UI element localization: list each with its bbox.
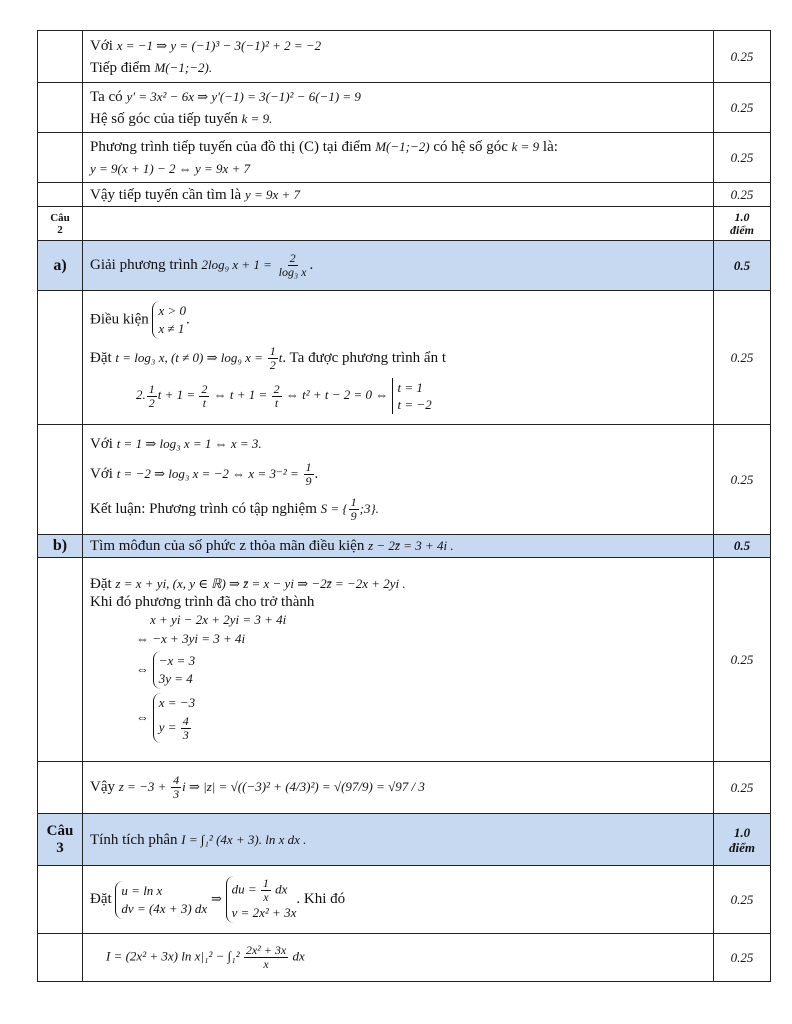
line-text: Đặt [90,349,116,366]
line-text: Với [90,436,117,452]
fraction-denominator: 9 [305,474,312,488]
line-text: Vậy tiếp tuyến cần tìm là [90,186,245,203]
score-cell: 0.25 [714,291,771,425]
math-expression: t = −2 ⇒ log₃ x = −2 ⇔ x = 3⁻² = [116,465,299,481]
line-text: Tiếp điểm [90,59,155,76]
equation-system [153,651,195,689]
question-cell [38,558,83,762]
answer-table [37,30,771,982]
question-label-top: Câu [46,822,74,839]
table-row [38,83,771,133]
line-text: Đặt [90,890,116,907]
math-expression: ⇔ −x + 3yi = 3 + 4i [136,630,246,646]
line-text: Đặt [90,575,116,592]
math-expression: y' = 3x² − 6x ⇒ y'(−1) = 3(−1)² − 6(−1) = 9 [126,88,361,104]
condition-line: x > 0 [158,303,187,318]
equation-line: −x = 3 [158,652,196,668]
table-row [38,133,771,183]
fraction [261,877,271,904]
fraction [268,345,278,372]
math-expression: t = log₃ x, (t ≠ 0) ⇒ log₉ x = [115,349,263,365]
score-value: 1.0 [734,209,750,224]
table-row [38,241,771,291]
content-cell [83,934,714,982]
math-expression: dx [292,948,305,964]
content-cell [83,558,714,762]
fraction [171,774,181,801]
fraction [244,944,288,971]
math-expression: ;3}. [359,500,379,516]
fraction-numerator: 1 [262,876,269,890]
substitution-system [226,876,297,923]
fraction [272,383,282,410]
fraction-numerator: 2 [201,381,208,396]
math-expression: M(−1;−2). [154,59,213,75]
math-expression: x = −1 ⇒ y = (−1)³ − 3(−1)² + 2 = −2 [116,37,322,53]
solution-line: t = −2 [397,397,432,412]
score-cell: 0.25 [714,558,771,762]
fraction-numerator: 2 [289,251,296,265]
line-text: . Khi đó [296,890,346,907]
question-cell [38,425,83,535]
line-text: . [309,256,314,273]
question-cell [38,183,83,207]
question-cell [38,133,83,183]
equation-line: dv = (4x + 3) dx [121,900,208,916]
math-expression: 2. [136,386,146,402]
equation-line: u = ln x [121,882,163,898]
fraction [277,252,309,279]
fraction-denominator: 2 [148,395,155,410]
fraction-numerator: 1 [269,344,276,358]
question-label-number: 3 [56,839,64,856]
fraction-denominator: x [263,957,269,971]
line-text: có hệ số góc [429,138,512,155]
math-expression: k = 9. [241,110,273,126]
math-expression: ⇔ t + 1 = [213,386,268,402]
math-expression: M(−1;−2) [375,138,430,154]
content-cell [83,31,714,83]
equation-line: dx [275,881,288,897]
condition-system [152,301,186,339]
content-cell [83,183,714,207]
line-text: Giải phương trình [90,256,202,273]
score-cell: 0.25 [714,866,771,934]
line-text: Kết luận: Phương trình có tập nghiệm [90,500,321,517]
score-cell: 0.5 [714,535,771,558]
question-label-top: Câu [50,211,70,224]
question-cell [38,83,83,133]
equation-line: du = [231,881,257,897]
question-cell [38,762,83,814]
math-expression: y = 9(x + 1) − 2 ⇔ y = 9x + 7 [90,160,251,176]
fraction-numerator: 1 [350,495,357,509]
line-text: Phương trình tiếp tuyến của đồ thị (C) tại điểm [90,138,376,155]
fraction-denominator: 3 [182,727,189,742]
table-row [38,934,771,982]
fraction-denominator: 2 [269,358,276,372]
fraction-numerator: 4 [182,713,189,728]
math-expression: ⇔ [136,708,149,724]
fraction [147,383,157,410]
line-text: là: [539,138,558,155]
content-cell [83,814,714,866]
table-row [38,31,771,83]
equation-system [153,693,195,743]
line-text: Tính tích phân [90,831,182,848]
content-cell: Điều kiện x > 0 x ≠ 1 . Đặt t = log₃ x, (t ≠ 0) ⇒ log₉ x = $\frac{1}{2}$ t. Ta được phương trình ẩn t 2. $\frac{1}{2}$ t + 1 = $\frac{2}{t}$ ⇔ t + 1 = $\frac{2}{t}$ ⇔ t² + t − 2 = 0 ⇔ t = 1 t = −2 [83,291,714,425]
question-cell [38,934,83,982]
solution-bracket [392,378,432,414]
content-cell [83,133,714,183]
question-cell [38,866,83,934]
math-expression: k = 9 [511,138,540,154]
table-row [38,814,771,866]
line-text: Khi đó phương trình đã cho trở thành [90,593,315,610]
fraction-numerator: 2 [273,381,280,396]
math-expression: z − 2z̄ = 3 + 4i . [368,538,454,553]
solution-line: t = 1 [397,380,423,395]
math-expression: t [278,349,283,365]
content-cell [83,762,714,814]
fraction-numerator: 2x² + 3x [245,943,287,957]
equation-line: y = [158,718,177,734]
math-expression: S = { [320,500,348,516]
content-cell [83,207,714,241]
math-expression: I = (2x² + 3x) ln x|₁² − ∫₁² [106,948,240,964]
score-cell: 0.5 [714,241,771,291]
score-cell [714,207,771,241]
score-cell: 0.25 [714,762,771,814]
line-text: Tìm môđun của số phức z thỏa mãn điều kiện [90,538,369,554]
question-label-number: 2 [57,223,63,236]
table-row [38,183,771,207]
question-label [38,814,83,866]
line-text: Ta có [90,88,127,105]
equation-line: v = 2x² + 3x [231,905,297,920]
math-expression: x + yi − 2x + 2yi = 3 + 4i [150,611,287,627]
line-text: Với [90,37,117,54]
line-text: Điều kiện [90,311,153,328]
line-text: Với [90,465,117,482]
table-row [38,425,771,535]
content-cell [83,535,714,558]
part-label: b) [38,535,83,558]
table-row [38,866,771,934]
math-expression: ⇔ t² + t − 2 = 0 ⇔ [285,386,389,402]
fraction-denominator: t [202,395,207,410]
substitution-system [115,881,207,919]
line-text: Hệ số góc của tiếp tuyến [90,110,242,127]
equation-line: 3y = 4 [158,670,193,686]
fraction [181,715,191,742]
fraction-denominator: 3 [173,787,180,801]
table-row [38,558,771,762]
line-text: . Ta được phương trình ẩn t [282,349,447,366]
fraction-denominator: 9 [350,509,357,523]
score-unit: điểm [730,222,754,237]
fraction-denominator: t [274,395,279,410]
score-value: 1.0 [733,824,751,840]
content-cell: Với t = 1 ⇒ log₃ x = 1 ⇔ x = 3. Với t = −2 ⇒ log₃ x = −2 ⇔ x = 3⁻² = $\frac{1}{9}$ . Kết luận: Phương trình có tập nghiệm S = { $\frac{1}{9}$ ;3}. [83,425,714,535]
table-row [38,762,771,814]
math-expression: I = ∫₁² (4x + 3). ln x dx . [181,831,307,847]
math-expression: 2log₉ x + 1 = [201,256,272,272]
math-expression: t + 1 = [157,386,196,402]
table-row [38,207,771,241]
score-cell: 0.25 [714,133,771,183]
content-cell [83,83,714,133]
fraction-numerator: 4 [173,773,180,787]
score-unit: điểm [729,839,755,855]
equation-line: x = −3 [158,694,196,710]
score-cell: 0.25 [714,934,771,982]
math-expression: i ⇒ |z| = √((−3)² + (4/3)²) = √(97/9) = √97 / 3 [182,778,425,794]
score-cell [714,814,771,866]
fraction-denominator: log₃ x [278,265,307,279]
score-cell: 0.25 [714,425,771,535]
question-label [38,207,83,241]
content-cell [83,866,714,934]
line-text: Vậy [90,778,119,795]
question-cell [38,31,83,83]
table-row [38,291,771,425]
score-cell: 0.25 [714,31,771,83]
fraction-denominator: x [263,890,269,904]
math-expression: y = 9x + 7 [244,186,301,202]
math-expression: ⇒ [210,890,222,906]
fraction [349,496,359,523]
math-expression: ⇔ [136,660,149,676]
part-label: a) [38,241,83,291]
math-expression: z = x + yi, (x, y ∈ ℝ) ⇒ z̄ = x − yi ⇒ −2z̄ = −2x + 2yi . [115,575,406,591]
content-cell [83,241,714,291]
condition-line: x ≠ 1 [158,321,185,336]
table-row [38,535,771,558]
fraction [199,383,209,410]
math-expression: z = −3 + [118,778,167,794]
fraction [304,461,314,488]
score-cell: 0.25 [714,183,771,207]
score-cell: 0.25 [714,83,771,133]
fraction-numerator: 1 [148,381,155,396]
fraction-numerator: 1 [305,460,312,474]
question-cell [38,291,83,425]
math-expression: t = 1 ⇒ log₃ x = 1 ⇔ x = 3. [116,436,262,451]
